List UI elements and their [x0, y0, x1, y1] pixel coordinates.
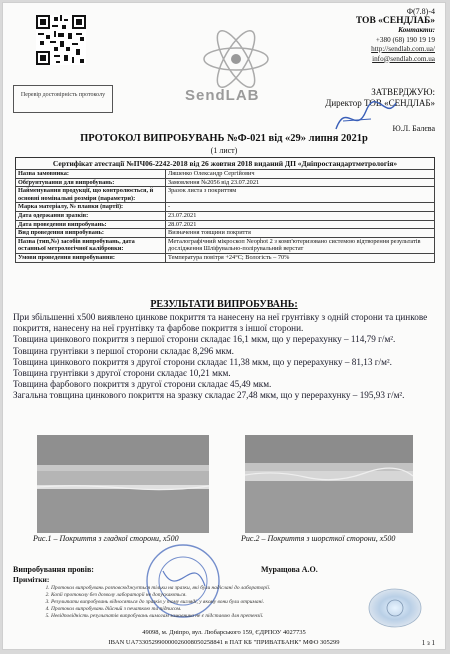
result-line: Товщина цинкового покриття з другої сторони складає 11,38 мкм, що у перерахунку – 81,13 г/м².: [13, 356, 392, 367]
table-row: [16, 220, 435, 229]
micrograph-rough-side: [245, 435, 413, 533]
row-key: Дата проведення випробувань:: [16, 220, 166, 229]
contacts-label: Контакти:: [398, 26, 435, 34]
result-line: Товщина фарбового покриття з другої сторони складає 45,49 мкм.: [13, 379, 272, 390]
protocol-title: ПРОТОКОЛ ВИПРОБУВАНЬ №Ф-021 від «29» липня 2021р: [80, 133, 368, 144]
row-key: Назва (тип,№) засобів випробувань, дата останньої метрологічної калібровки:: [16, 237, 166, 253]
email-link[interactable]: info@sendlab.com.ua: [372, 54, 435, 63]
list-item: 3. Результати випробувань відносяться до зразків у тому вигляді, у якому вони були отримані.: [51, 599, 371, 606]
org-name: ТОВ «СЕНДЛАБ»: [355, 15, 435, 26]
row-key: Назва замовника:: [16, 170, 166, 179]
list-item: 5. Невідповідність результатів випробувань вимогам замовника не є підставою для претензії.: [51, 613, 371, 620]
results-text: [13, 312, 443, 402]
notes-title: Примітки:: [13, 575, 50, 584]
header-contacts: [356, 7, 435, 64]
verify-text: Перевір достовірність протоколу: [20, 92, 106, 98]
micrograph-smooth-side: [37, 435, 209, 533]
list-item: 4. Протокол випробувань дійсний з печаткою та підписом.: [51, 606, 371, 613]
approval-signer: Ю.Л. Балєва: [392, 124, 435, 133]
table-row: [16, 211, 435, 220]
row-key: Вид проведення випробувань:: [16, 229, 166, 238]
row-key: Умови проведення випробування:: [16, 253, 166, 262]
row-key: Найменування продукції, що контролюється, й основні номінальні розміри (параметри):: [16, 187, 166, 203]
row-key: Марка матеріалу, № плавки (партії):: [16, 203, 166, 212]
phone[interactable]: +380 (68) 190 19 19: [375, 35, 435, 44]
tested-label: Випробування провів:: [13, 565, 94, 574]
row-value: Металографічний мікроскоп Neophot 2 з комп'ютеризовано системою відтворення результатів дослідження Шліфувально-полірувальний верстат: [166, 237, 435, 253]
logo-text: SendLAB: [185, 87, 260, 104]
row-value: Зразок листа з покриттям: [166, 187, 435, 203]
table-row: [16, 187, 435, 203]
certificate-line: Сертифікат атестації №ПЧ06-2242-2018 від 26 жовтня 2018 виданий ДП «Дніпростандартметрологія»: [15, 157, 435, 170]
table-row: [16, 229, 435, 238]
result-line: При збільшенні х500 виявлено цинкове покриття та нанесену на неї грунтівку з одній сторони та цинкове покриття, нанесену на неї грунтівку та фарбове покриття з іншої сторони.: [13, 312, 428, 334]
results-title: РЕЗУЛЬТАТИ ВИПРОБУВАНЬ:: [150, 299, 298, 310]
row-value: 28.07.2021: [166, 220, 435, 229]
row-value: Визначення товщини покриття: [166, 229, 435, 238]
row-value: -: [166, 203, 435, 212]
table-row: [16, 203, 435, 212]
page-number: 1 з 1: [421, 639, 435, 647]
table-row: [16, 237, 435, 253]
tested-name: Муращова А.О.: [261, 565, 318, 574]
result-line: Товщина грунтівки з першої сторони складає 8,296 мкм.: [13, 345, 234, 356]
result-line: Товщина грунтівки з другої сторони складає 10,21 мкм.: [13, 368, 231, 379]
row-value: Температура повітря +24°С; Вологість – 70%: [166, 253, 435, 262]
footer-address: 49098, м. Дніпро, вул. Любарського 159, ЄДРПОУ 4027735: [142, 629, 306, 636]
row-key: Обґрунтування для випробувань:: [16, 178, 166, 187]
info-table: [15, 169, 435, 263]
row-value: 23.07.2021: [166, 211, 435, 220]
row-value: Замовлення №2056 від 23.07.2021: [166, 178, 435, 187]
qr-code-icon[interactable]: [36, 15, 86, 65]
table-row: [16, 170, 435, 179]
row-value: Ляшенко Олександр Сергійович: [166, 170, 435, 179]
row-key: Дата одержання зразків:: [16, 211, 166, 220]
hologram-seal-icon: [367, 587, 423, 629]
approval-position: Директор ТОВ «СЕНДЛАБ»: [325, 98, 435, 108]
footer-bank: IBAN UA733052990000026008050258841 в ПАТ КБ "ПРИВАТБАНК" МФО 305299: [108, 639, 340, 646]
protocol-page: [2, 2, 446, 650]
table-row: [16, 253, 435, 262]
table-row: [16, 178, 435, 187]
site-link[interactable]: http://sendlab.com.ua/: [371, 45, 435, 53]
list-item: 1. Протокол випробувань розповсюджується тільки на зразки, які були надіслані до лабораторії.: [51, 585, 371, 592]
approval-label: ЗАТВЕРДЖУЮ:: [371, 87, 435, 97]
notes-list: [41, 585, 371, 620]
form-code: Ф(7.8)-4: [406, 7, 435, 16]
caption-fig2: Рис.2 – Покриття з шорсткої сторони, х500: [241, 534, 396, 543]
caption-fig1: Рис.1 – Покриття з гладкої сторони, х500: [33, 534, 179, 543]
verify-protocol-box: [13, 85, 113, 113]
result-line: Товщина цинкового покриття з першої сторони складає 16,1 мкм, що у перерахунку – 114,79 г/м².: [13, 334, 396, 345]
list-item: 2. Копії протоколу без дозволу лабораторії не допускаються.: [51, 592, 371, 599]
protocol-subtitle: (1 лист): [210, 146, 238, 155]
result-line: Загальна товщина цинкового покриття на зразку складає 27,48 мкм, що у перерахунку – 195,93 г/м².: [13, 390, 405, 401]
